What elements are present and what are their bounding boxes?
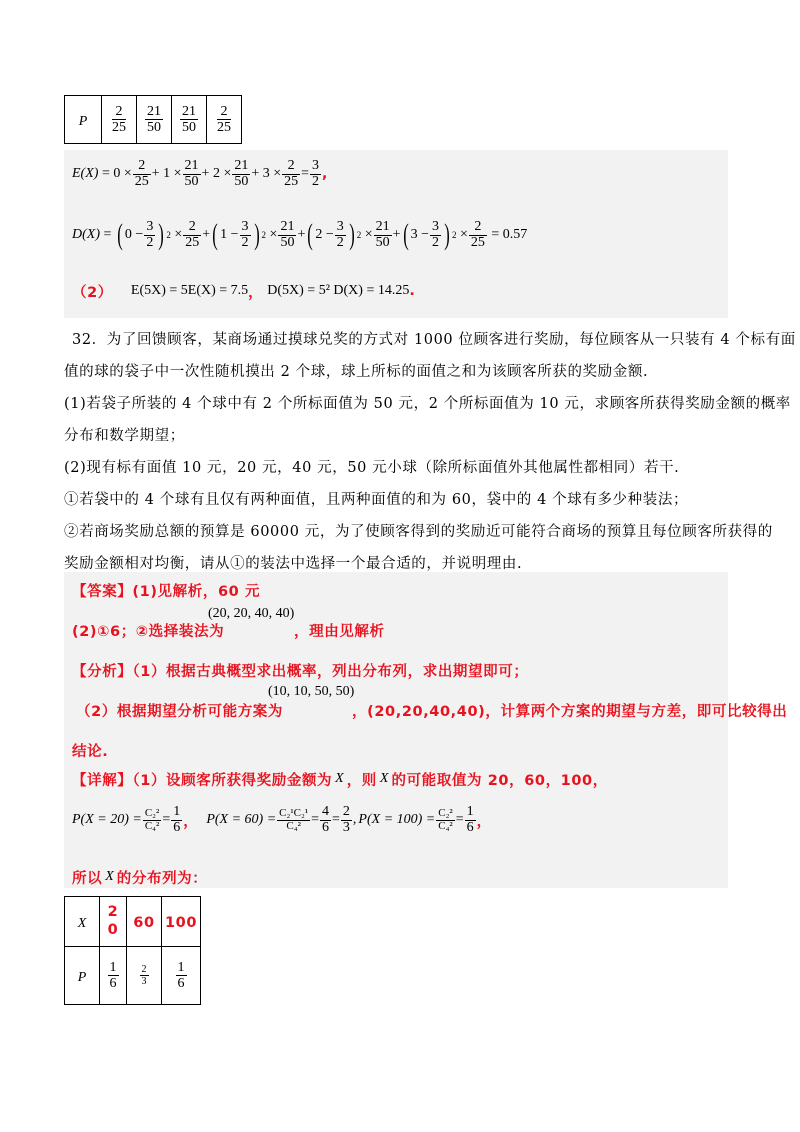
table-cell: $\frac{1}{6}$ xyxy=(162,947,201,1005)
problem-line: 分布和数学期望； xyxy=(64,428,185,444)
table-row-label: P xyxy=(65,947,100,1005)
table-row-label: P xyxy=(65,96,102,144)
problem-line: (2)现有标有面值 10 元，20 元，40 元，50 元小球（除所标面值外其他属性都相同）若干. xyxy=(64,460,680,476)
problem-line: 32．为了回馈顾客，某商场通过摸球兑奖的方式对 1000 位顾客进行奖励，每位顾客从一只装有 4 个标有面 xyxy=(72,332,796,348)
problem-line: (1)若袋子所装的 4 个球中有 2 个所标面值为 50 元，2 个所标面值为 10 元，求顾客所获得奖励金额的概率 xyxy=(64,396,791,412)
table-cell: 100 xyxy=(162,897,201,947)
problem-line: ①若袋中的 4 个球有且仅有两种面值，且两种面值的和为 60，袋中的 4 个球有多少种装法； xyxy=(64,492,689,508)
analysis-line: 结论. xyxy=(72,744,109,760)
analysis-line: （2）根据期望分析可能方案为 (10, 10, 50, 50) ，(20,20,40,40)，计算两个方案的期望与方差，即可比较得出 xyxy=(76,684,788,720)
answer-line: 【答案】(1)见解析，60 元 xyxy=(72,584,261,600)
table-cell: 2 0 xyxy=(100,897,127,947)
distribution-intro: 所以 X 的分布列为： xyxy=(72,869,208,887)
probability-table-top xyxy=(64,95,242,144)
table-cell: $\frac{21}{50}$ xyxy=(137,96,172,144)
table-cell: $\frac{2}{25}$ xyxy=(207,96,242,144)
table-cell: $\frac{2}{3}$ xyxy=(127,947,162,1005)
variance-formula: D(X) = ( 0 − $\frac{3}{2}$ ) 2 × $\frac{2}{25}$ + ( 1 − $\frac{3}{2}$ ) 2 × $\frac{21}{50}$ + ( 2 − $\frac{3}{2}$ ) 2 × $\frac{21}{50}$ + ( 3 − $\frac{3}{2}$ ) 2 × $\frac{2}{25}$ = 0.57 xyxy=(72,218,528,251)
analysis-line: 【分析】（1）根据古典概型求出概率，列出分布列，求出期望即可； xyxy=(72,664,529,680)
table-cell: 60 xyxy=(127,897,162,947)
part2-formula: （2） E(5X) = 5E(X) = 7.5 ， D(5X) = 5² D(X) = 14.25 . xyxy=(72,283,416,301)
table-cell: $\frac{2}{25}$ xyxy=(102,96,137,144)
detail-line: 【详解】（1）设顾客所获得奖励金额为 X ，则 X 的可能取值为 20，60，100， xyxy=(72,771,608,789)
table-row-label: X xyxy=(65,897,100,947)
distribution-table xyxy=(64,896,201,1005)
problem-line: 奖励金额相对均衡，请从①的装法中选择一个最合适的，并说明理由. xyxy=(64,556,523,572)
table-cell: $\frac{21}{50}$ xyxy=(172,96,207,144)
problem-line: 值的球的袋子中一次性随机摸出 2 个球，球上所标的面值之和为该顾客所获的奖励金额. xyxy=(64,364,649,380)
expectation-formula: E(X) = 0 × $\frac{2}{25}$ + 1 × $\frac{21}{50}$ + 2 × $\frac{21}{50}$ + 3 × $\frac{2}{25}$ = $\frac{3}{2}$ , xyxy=(72,157,328,189)
table-cell: $\frac{1}{6}$ xyxy=(100,947,127,1005)
problem-line: ②若商场奖励总额的预算是 60000 元，为了使顾客得到的奖励近可能符合商场的预算且每位顾客所获得的 xyxy=(64,524,773,540)
probability-formulas: P(X = 20) = $\frac{\text{C₂²}}{\text{C₄²}}$ = $\frac{1}{6}$ ， P(X = 60) = $\frac{\text{C₂¹C₂¹}}{\text{C₄²}}$ = $\frac{4}{6}$ = $\frac{2}{3}$ , P(X = 100) = $\frac{\text{C₂²}}{\text{C₄²}}$ = $\frac{1}{6}$ ， xyxy=(72,803,492,835)
